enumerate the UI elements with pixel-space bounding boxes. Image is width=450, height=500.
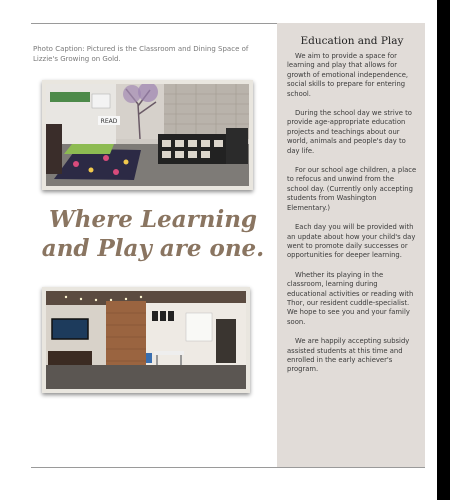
education-and-play-sidebar (277, 23, 425, 468)
page-edge (437, 0, 450, 500)
sidebar-paragraph: We aim to provide a space for learning and play that allows for growth of emotional independence, social skills to prepare for entering school. (287, 52, 409, 98)
sidebar-paragraph: For our school age children, a place to refocus and unwind from the school day. (Currently only accepting students from Washington Elementary.) (287, 166, 417, 212)
bottom-rule (31, 467, 425, 468)
headline: Where Learning and Play are one. (41, 206, 265, 262)
sidebar-title: Education and Play (300, 35, 404, 47)
dining-space-photo (42, 287, 250, 393)
sidebar-paragraph: During the school day we strive to provide age-appropriate education projects and teachings about our world, animals and people's day to day life. (287, 109, 412, 155)
sidebar-paragraph: Whether its playing in the classroom, learning during educational activities or reading with Thor, our resident cuddle-specialist. We hope to see you and your family soon. (287, 270, 414, 326)
classroom-image (46, 84, 249, 186)
sidebar-paragraph: Each day you will be provided with an update about how your child's day went to promote daily successes or opportunities for deeper learning. (287, 223, 416, 260)
sidebar-paragraph: We are happily accepting subsidy assisted students at this time and enrolled in the early achiever's program. (287, 337, 410, 374)
photo-caption: Photo Caption: Pictured is the Classroom and Dining Space of Lizzie's Growing on Gold. (33, 45, 249, 63)
classroom-photo (42, 80, 253, 190)
dining-space-image (46, 291, 246, 389)
read-sign: READ (100, 118, 118, 125)
